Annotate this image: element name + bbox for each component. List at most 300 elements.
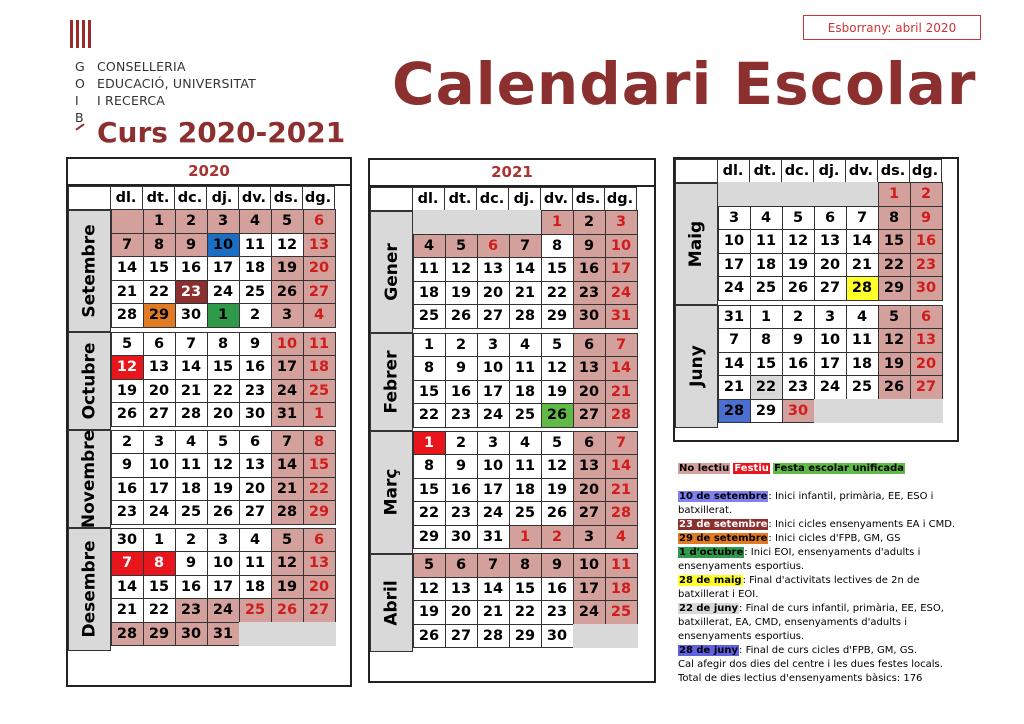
day-cell: 11 [175,453,208,478]
day-cell: 15 [303,453,336,478]
day-cell: 29 [303,500,336,525]
day-cell: 17 [718,253,751,278]
day-cell: 5 [111,332,144,357]
day-cell [413,210,446,235]
day-cell: 6 [143,332,176,357]
day-cell: 8 [143,233,176,258]
day-cell: 26 [445,304,478,329]
day-cell: 16 [175,575,208,600]
day-cell: 21 [718,375,751,400]
day-cell: 8 [541,234,574,259]
draft-badge: Esborrany: abril 2020 [803,15,981,40]
day-cell: 20 [303,256,336,281]
day-cell: 19 [541,478,574,503]
day-cell: 18 [605,577,638,602]
day-cell: 23 [445,501,478,526]
day-cell: 9 [541,553,574,578]
day-cell: 27 [239,500,272,525]
day-cell: 11 [750,229,783,254]
day-cell [718,182,751,207]
day-cell: 22 [143,280,176,305]
legend-note: Cal afegir dos dies del centre i les dues festes locals. [678,659,943,670]
calendar-2020 [66,157,352,687]
weekday-header: dv. [540,187,573,212]
day-cell: 27 [814,276,847,301]
day-cell: 12 [878,328,911,353]
day-cell: 9 [445,356,478,381]
day-cell: 23 [175,598,208,623]
day-cell: 25 [509,501,542,526]
day-cell: 26 [782,276,815,301]
day-cell: 28 [175,402,208,427]
day-cell: 2 [910,182,943,207]
day-cell: 18 [175,477,208,502]
day-cell: 22 [750,375,783,400]
day-cell: 15 [413,380,446,405]
day-cell: 1 [143,209,176,234]
day-cell: 16 [175,256,208,281]
month-label: Juny [675,305,718,428]
day-cell: 28 [111,622,144,647]
day-cell: 2 [573,210,606,235]
day-cell: 1 [413,333,446,358]
day-cell: 9 [111,453,144,478]
month-label: Febrer [370,333,413,431]
day-cell: 10 [271,332,304,357]
day-cell: 18 [303,355,336,380]
day-cell: 11 [509,356,542,381]
day-cell: 28 [477,624,510,649]
day-cell: 31 [271,402,304,427]
day-cell: 17 [605,257,638,282]
day-cell: 30 [175,622,208,647]
day-cell: 1 [413,431,446,456]
legend-festa-unificada: Festa escolar unificada [774,463,905,474]
day-cell: 24 [207,280,240,305]
day-cell: 16 [445,380,478,405]
day-cell: 15 [509,577,542,602]
day-cell: 23 [782,375,815,400]
day-cell: 22 [207,379,240,404]
day-cell: 16 [910,229,943,254]
day-cell: 24 [271,379,304,404]
day-cell: 6 [573,333,606,358]
weekday-header: dt. [444,187,477,212]
day-cell: 28 [846,276,879,301]
day-cell: 4 [303,303,336,328]
day-cell: 13 [445,577,478,602]
day-cell: 17 [573,577,606,602]
day-cell: 31 [718,305,751,330]
day-cell: 13 [303,551,336,576]
day-cell: 5 [782,206,815,231]
day-cell: 8 [413,454,446,479]
day-cell: 19 [445,281,478,306]
day-cell: 15 [143,575,176,600]
day-cell: 17 [477,380,510,405]
day-cell: 12 [541,356,574,381]
day-cell: 13 [143,355,176,380]
day-cell: 1 [207,303,240,328]
day-cell: 19 [207,477,240,502]
day-cell: 25 [509,403,542,428]
day-cell: 17 [143,477,176,502]
day-cell: 18 [509,478,542,503]
day-cell: 21 [175,379,208,404]
legend-item: 22 de juny: Final de curs infantil, primària, EE, ESO, batxillerat, EA, CMD, ensenyaments d'adults i ensenyaments esportius. [678,603,944,642]
legend-item: 29 de setembre: Inici cicles d'FPB, GM, GS [679,533,901,544]
day-cell: 2 [782,305,815,330]
weekday-header: dc. [781,159,814,184]
day-cell: 24 [143,500,176,525]
day-cell: 13 [573,454,606,479]
day-cell: 27 [573,501,606,526]
legend [678,462,968,686]
day-cell: 2 [175,528,208,553]
day-cell: 5 [878,305,911,330]
day-cell [303,622,336,647]
day-cell: 17 [814,352,847,377]
day-cell: 24 [605,281,638,306]
day-cell: 2 [445,333,478,358]
day-cell: 7 [605,431,638,456]
day-cell: 12 [541,454,574,479]
day-cell [910,399,943,424]
day-cell: 1 [878,182,911,207]
day-cell: 15 [750,352,783,377]
day-cell: 6 [303,528,336,553]
day-cell [782,182,815,207]
day-cell: 11 [509,454,542,479]
day-cell: 30 [239,402,272,427]
day-cell: 19 [878,352,911,377]
legend-no-lectiu: No lectiu [679,463,730,474]
calendar-2021-b [673,157,959,442]
day-cell: 4 [846,305,879,330]
day-cell [239,622,272,647]
day-cell: 6 [445,553,478,578]
day-cell: 18 [750,253,783,278]
day-cell: 15 [143,256,176,281]
day-cell: 11 [605,553,638,578]
day-cell: 30 [910,276,943,301]
day-cell: 6 [910,305,943,330]
day-cell: 13 [814,229,847,254]
day-cell: 10 [718,229,751,254]
day-cell [605,624,638,649]
day-cell [509,210,542,235]
day-cell: 14 [271,453,304,478]
day-cell: 17 [207,575,240,600]
day-cell: 18 [509,380,542,405]
goib-letters: G O I B [75,59,85,125]
day-cell: 26 [413,624,446,649]
day-cell: 6 [573,431,606,456]
day-cell: 10 [814,328,847,353]
day-cell: 2 [175,209,208,234]
day-cell: 6 [239,430,272,455]
day-cell: 30 [541,624,574,649]
day-cell: 20 [303,575,336,600]
day-cell: 7 [111,551,144,576]
day-cell: 7 [271,430,304,455]
day-cell: 29 [143,303,176,328]
day-cell [846,182,879,207]
day-cell: 10 [573,553,606,578]
day-cell: 5 [541,431,574,456]
day-cell: 3 [573,525,606,550]
day-cell: 3 [718,206,751,231]
weekday-header: dc. [476,187,509,212]
day-cell: 2 [445,431,478,456]
day-cell: 13 [239,453,272,478]
day-cell [477,210,510,235]
day-cell: 24 [718,276,751,301]
weekday-header: ds. [572,187,605,212]
weekday-header: ds. [270,186,303,211]
day-cell: 28 [605,501,638,526]
day-cell: 1 [750,305,783,330]
day-cell: 5 [413,553,446,578]
day-cell: 29 [143,622,176,647]
day-cell: 12 [413,577,446,602]
weekday-header: dj. [206,186,239,211]
day-cell: 30 [445,525,478,550]
day-cell: 23 [111,500,144,525]
weekday-header: dt. [142,186,175,211]
day-cell: 14 [605,454,638,479]
day-cell: 25 [303,379,336,404]
day-cell: 11 [413,257,446,282]
day-cell: 15 [878,229,911,254]
day-cell: 4 [509,333,542,358]
day-cell: 27 [910,375,943,400]
day-cell: 20 [445,600,478,625]
day-cell [111,209,144,234]
day-cell: 27 [303,280,336,305]
day-cell: 8 [750,328,783,353]
day-cell: 9 [175,551,208,576]
day-cell: 13 [303,233,336,258]
day-cell: 27 [573,403,606,428]
day-cell: 23 [541,600,574,625]
day-cell: 12 [111,355,144,380]
day-cell: 21 [111,280,144,305]
day-cell: 28 [509,304,542,329]
day-cell: 22 [509,600,542,625]
legend-festiu: Festiu [734,463,769,474]
day-cell: 4 [605,525,638,550]
day-cell: 8 [303,430,336,455]
day-cell: 19 [541,380,574,405]
day-cell: 7 [175,332,208,357]
day-cell: 26 [111,402,144,427]
day-cell: 3 [271,303,304,328]
day-cell: 20 [573,478,606,503]
day-cell: 24 [477,501,510,526]
day-cell: 25 [605,600,638,625]
day-cell: 4 [239,528,272,553]
legend-item: 28 de juny: Final de curs cicles d'FPB, GM, GS. [679,645,918,656]
day-cell: 8 [143,551,176,576]
day-cell: 9 [445,454,478,479]
day-cell: 19 [271,256,304,281]
day-cell: 23 [910,253,943,278]
weekday-header: dl. [412,187,445,212]
day-cell: 3 [605,210,638,235]
month-label: Març [370,431,413,554]
day-cell [814,399,847,424]
day-cell: 20 [573,380,606,405]
day-cell: 16 [111,477,144,502]
day-cell: 9 [573,234,606,259]
day-cell: 16 [541,577,574,602]
weekday-header: dv. [845,159,878,184]
day-cell: 20 [143,379,176,404]
day-cell: 4 [175,430,208,455]
day-cell: 21 [477,600,510,625]
day-cell: 16 [573,257,606,282]
weekday-header: dg. [909,159,942,184]
day-cell: 15 [207,355,240,380]
legend-item: 28 de maig: Final d'activitats lectives de 2n de batxillerat i EOI. [678,575,920,600]
day-cell: 21 [111,598,144,623]
day-cell: 23 [175,280,208,305]
day-cell: 18 [239,256,272,281]
day-cell: 20 [814,253,847,278]
day-cell: 31 [605,304,638,329]
day-cell: 12 [271,551,304,576]
day-cell: 22 [413,501,446,526]
day-cell: 5 [445,234,478,259]
month-label: Abril [370,554,413,652]
day-cell: 31 [207,622,240,647]
day-cell: 26 [271,280,304,305]
day-cell: 12 [207,453,240,478]
day-cell: 7 [846,206,879,231]
day-cell: 20 [477,281,510,306]
day-cell: 14 [718,352,751,377]
day-cell: 26 [271,598,304,623]
day-cell: 26 [207,500,240,525]
day-cell: 18 [239,575,272,600]
day-cell: 28 [271,500,304,525]
weekday-header: dg. [604,187,637,212]
day-cell: 20 [207,402,240,427]
day-cell: 13 [573,356,606,381]
day-cell: 30 [573,304,606,329]
day-cell: 24 [477,403,510,428]
course-title: Curs 2020-2021 [97,116,346,149]
day-cell: 1 [509,525,542,550]
day-cell: 21 [605,380,638,405]
day-cell: 1 [541,210,574,235]
day-cell: 4 [413,234,446,259]
day-cell: 23 [573,281,606,306]
day-cell: 9 [175,233,208,258]
day-cell: 8 [207,332,240,357]
day-cell: 23 [239,379,272,404]
day-cell [878,399,911,424]
day-cell: 5 [271,209,304,234]
legend-item: 1 d'octubre: Inici EOI, ensenyaments d'adults i ensenyaments esportius. [678,547,921,572]
page-title: Calendari Escolar [392,50,977,118]
org-name: CONSELLERIA EDUCACIÓ, UNIVERSITAT I RECERCA [97,59,256,108]
day-cell: 30 [111,528,144,553]
day-cell: 27 [477,304,510,329]
day-cell: 6 [814,206,847,231]
day-cell [750,182,783,207]
day-cell: 14 [509,257,542,282]
day-cell: 23 [445,403,478,428]
day-cell: 14 [175,355,208,380]
day-cell: 17 [477,478,510,503]
day-cell: 16 [239,355,272,380]
day-cell: 18 [846,352,879,377]
month-label: Octubre [68,332,111,430]
day-cell: 25 [175,500,208,525]
day-cell [573,624,606,649]
day-cell: 2 [111,430,144,455]
day-cell: 15 [541,257,574,282]
day-cell: 24 [814,375,847,400]
day-cell: 26 [541,403,574,428]
weekday-header: dl. [717,159,750,184]
day-cell: 25 [846,375,879,400]
day-cell: 13 [910,328,943,353]
day-cell: 3 [207,528,240,553]
day-cell: 11 [239,233,272,258]
weekday-header: dj. [508,187,541,212]
day-cell: 25 [239,598,272,623]
day-cell: 1 [143,528,176,553]
day-cell: 9 [910,206,943,231]
day-cell: 28 [718,399,751,424]
year-label: 2021 [370,160,654,187]
day-cell: 22 [143,598,176,623]
legend-total: Total de dies lectius d'ensenyaments bàsics: 176 [678,673,923,684]
weekday-header: dc. [174,186,207,211]
legend-item: 23 de setembre: Inici cicles ensenyaments EA i CMD. [679,519,956,530]
day-cell: 31 [477,525,510,550]
day-cell: 10 [143,453,176,478]
day-cell: 26 [878,375,911,400]
day-cell: 29 [509,624,542,649]
weekday-header: dj. [813,159,846,184]
weekday-header: dv. [238,186,271,211]
day-cell: 25 [413,304,446,329]
day-cell: 8 [878,206,911,231]
year-label: 2020 [68,159,350,186]
day-cell: 1 [303,402,336,427]
day-cell: 3 [477,431,510,456]
day-cell: 8 [509,553,542,578]
day-cell: 4 [750,206,783,231]
day-cell: 9 [239,332,272,357]
day-cell: 10 [477,356,510,381]
day-cell: 10 [207,233,240,258]
day-cell: 14 [111,256,144,281]
month-label: Setembre [68,210,111,333]
day-cell: 11 [239,551,272,576]
day-cell: 12 [782,229,815,254]
month-label: Gener [370,211,413,334]
day-cell: 28 [605,403,638,428]
day-cell: 14 [477,577,510,602]
day-cell: 14 [605,356,638,381]
day-cell [445,210,478,235]
day-cell: 4 [239,209,272,234]
